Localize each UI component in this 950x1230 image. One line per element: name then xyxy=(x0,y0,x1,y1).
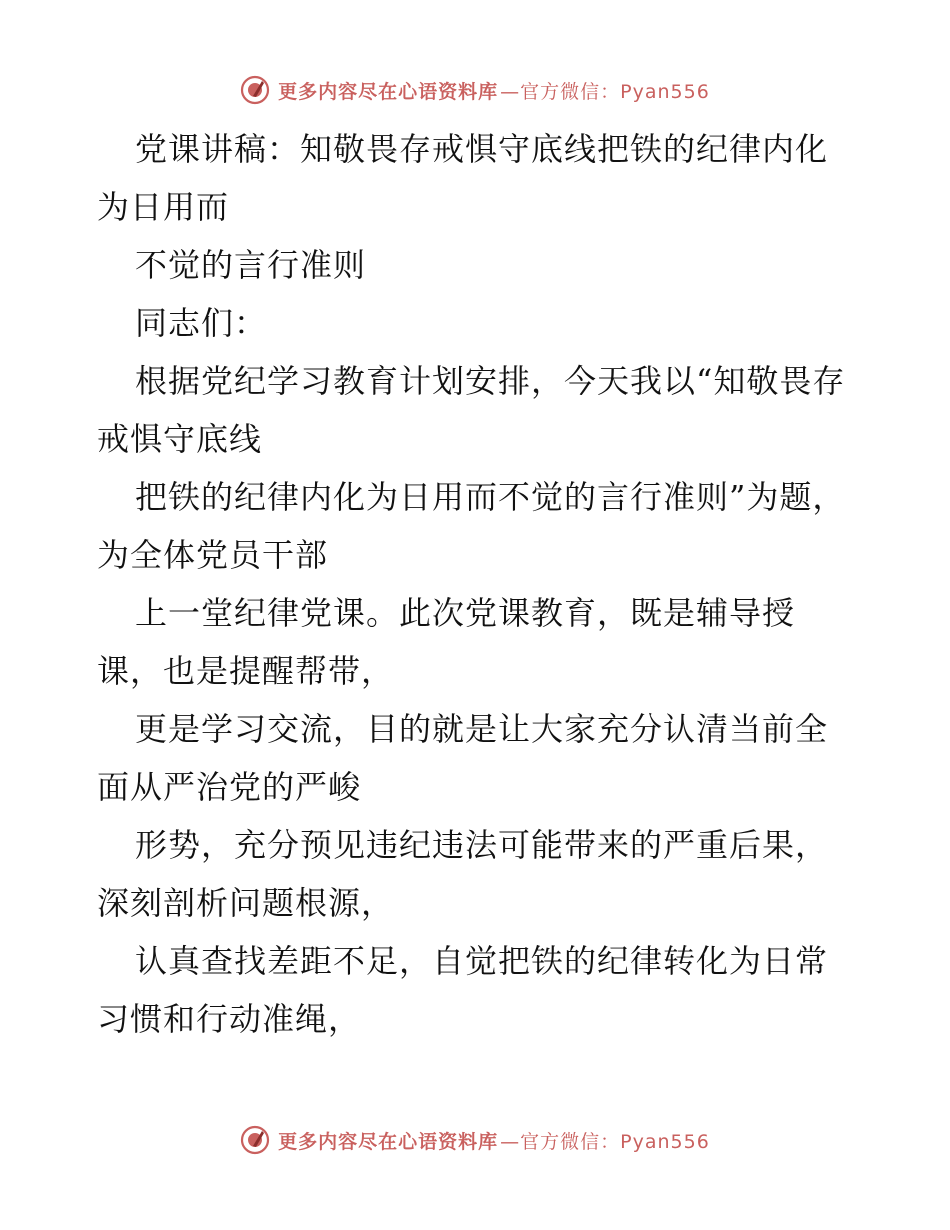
logo-icon xyxy=(240,75,270,105)
paragraph-body: 根据党纪学习教育计划安排，今天我以“知敬畏存戒惧守底线 xyxy=(97,362,846,458)
paragraph-title: 党课讲稿：知敬畏存戒惧守底线把铁的纪律内化为日用而 xyxy=(97,130,829,226)
official-wechat: —官方微信：Pyan556 xyxy=(500,80,710,103)
paragraph-body: 把铁的纪律内化为日用而不觉的言行准则”为题，为全体党员干部 xyxy=(97,478,846,574)
site-name: 更多内容尽在心语资料库 xyxy=(278,80,499,103)
official-wechat: —官方微信：Pyan556 xyxy=(500,1130,710,1153)
logo-icon xyxy=(240,1125,270,1155)
paragraph-body: 认真查找差距不足，自觉把铁的纪律转化为日常习惯和行动准绳， xyxy=(97,942,829,1038)
paragraph-title-cont: 不觉的言行准则 xyxy=(135,246,367,284)
paragraph-body: 形势，充分预见违纪违法可能带来的严重后果，深刻剖析问题根源， xyxy=(97,826,829,922)
site-name: 更多内容尽在心语资料库 xyxy=(278,1130,499,1153)
header-watermark xyxy=(0,70,950,110)
paragraph-body: 上一堂纪律党课。此次党课教育，既是辅导授课，也是提醒帮带， xyxy=(97,594,796,690)
paragraph-body: 更是学习交流，目的就是让大家充分认清当前全面从严治党的严峻 xyxy=(97,710,829,806)
paragraph-salutation: 同志们： xyxy=(135,304,268,342)
footer-watermark xyxy=(0,1120,950,1160)
document-body xyxy=(97,120,857,1048)
